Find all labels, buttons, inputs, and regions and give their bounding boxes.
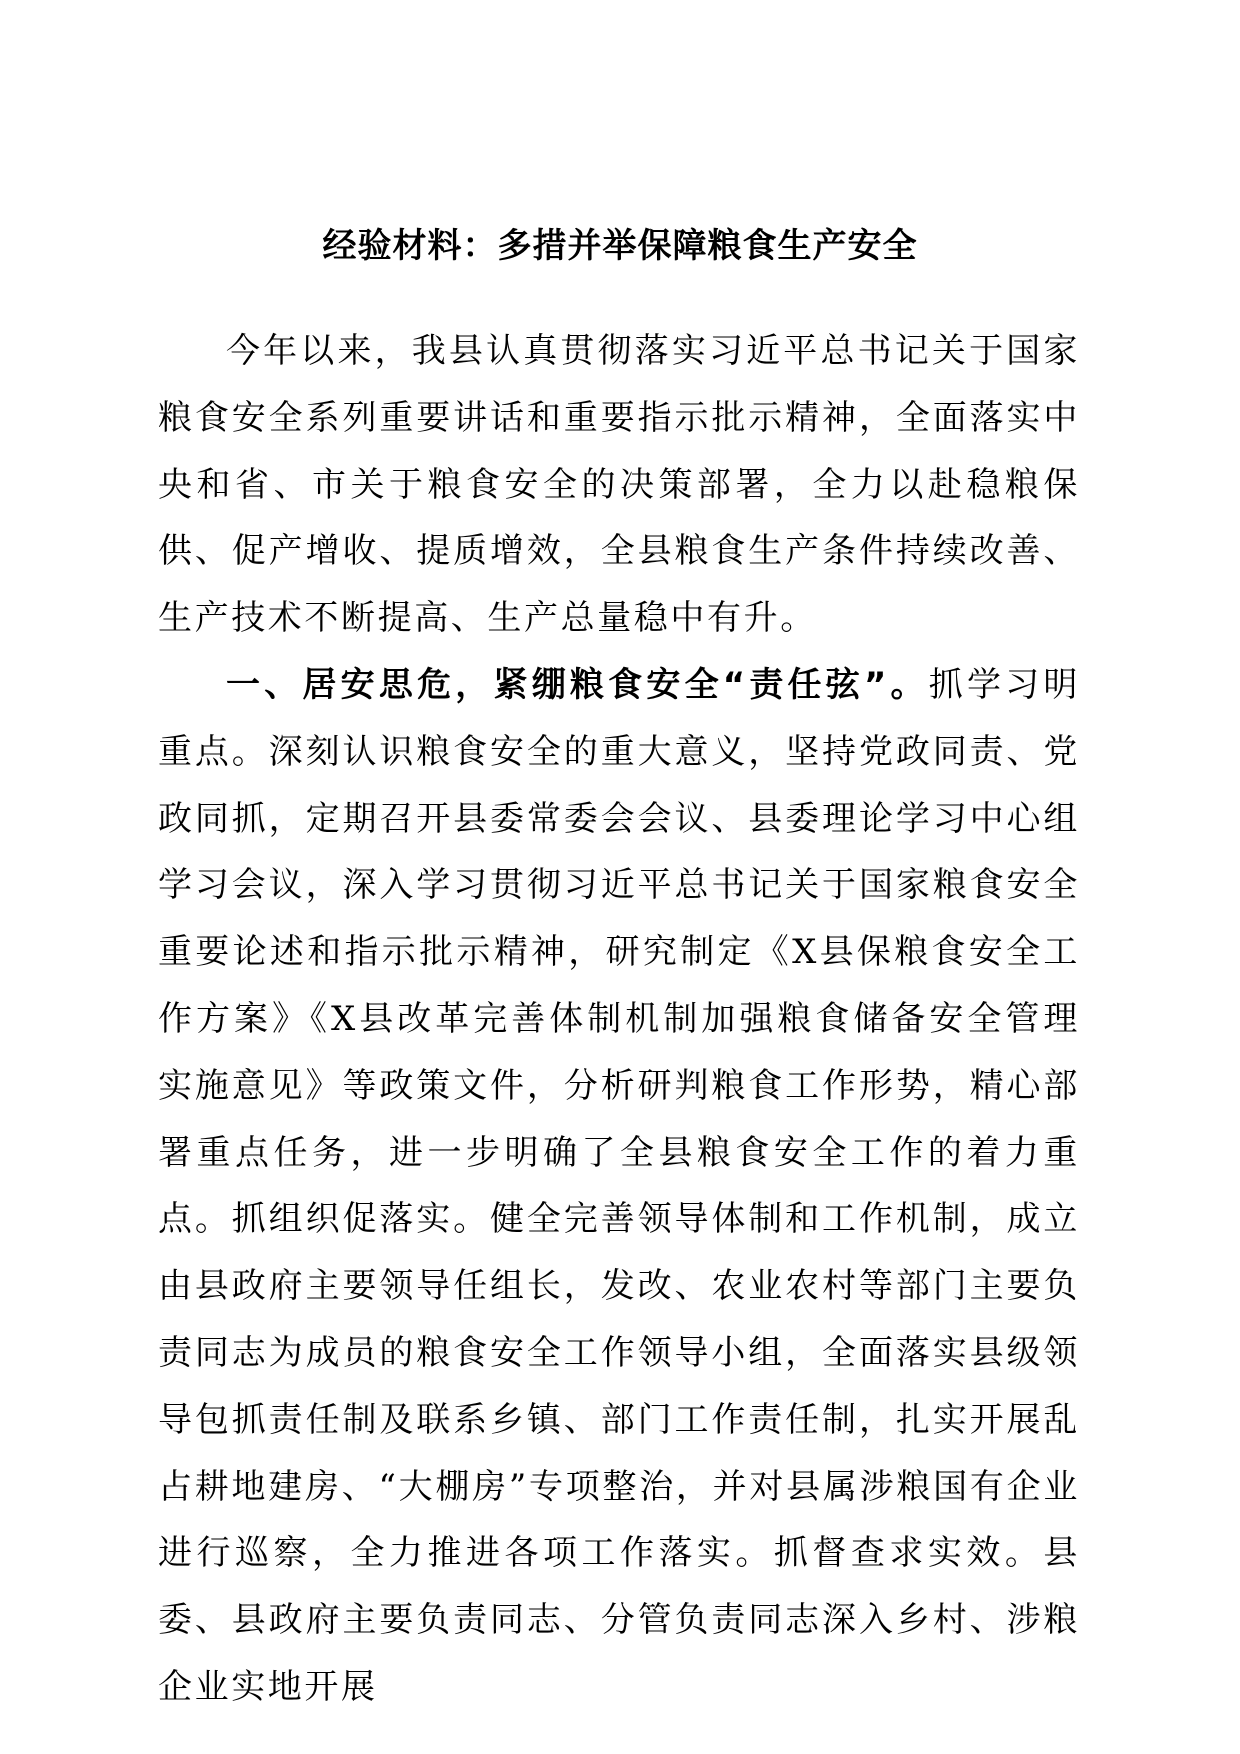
section-1-heading: 一、居安思危，紧绷粮食安全“责任弦”。 xyxy=(226,665,929,705)
intro-paragraph: 今年以来，我县认真贯彻落实习近平总书记关于国家粮食安全系列重要讲话和重要指示批示精神，全面落实中央和省、市关于粮食安全的决策部署，全力以赴稳粮保供、促产增收、提质增效，全县粮食生产条件持续改善、生产技术不断提高、生产总量稳中有升。 xyxy=(158,331,1080,639)
document-title: 经验材料：多措并举保障粮食生产安全 xyxy=(322,226,918,266)
section-1-body: 抓学习明重点。深刻认识粮食安全的重大意义，坚持党政同责、党政同抓，定期召开县委常委会会议、县委理论学习中心组学习会议，深入学习贯彻习近平总书记关于国家粮食安全重要论述和指示批示精神，研究制定《X县保粮食安全工作方案》《X县改革完善体制机制加强粮食储备安全管理实施意见》等政策文件，分析研判粮食工作形势，精心部署重点任务，进一步明确了全县粮食安全工作的着力重点。抓组织促落实。健全完善领导体制和工作机制，成立由县政府主要领导任组长，发改、农业农村等部门主要负责同志为成员的粮食安全工作领导小组，全面落实县级领导包抓责任制及联系乡镇、部门工作责任制，扎实开展乱占耕地建房、“大棚房”专项整治，并对县属涉粮国有企业进行巡察，全力推进各项工作落实。抓督查求实效。县委、县政府主要负责同志、分管负责同志深入乡村、涉粮企业实地开展 xyxy=(158,665,1080,1707)
section-1-paragraph xyxy=(158,652,1080,1721)
